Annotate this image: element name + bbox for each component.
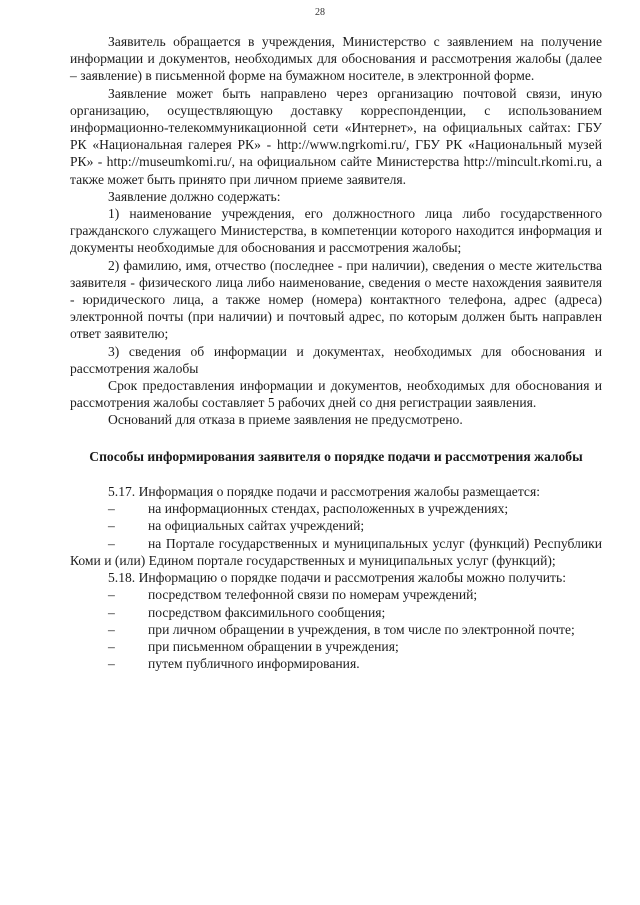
list-item (70, 586, 602, 603)
list-item (70, 535, 602, 569)
paragraph: 1) наименование учреждения, его должностного лица либо государственного гражданского служащего Министерства, в компетенции которого находится информация и документы необходимые для обоснования и рассмотрения жалобы; (70, 206, 602, 256)
section-heading: Способы информирования заявителя о порядке подачи и рассмотрения жалобы (89, 448, 583, 464)
dash-marker: – (108, 501, 115, 517)
section-518-intro: 5.18. Информацию о порядке подачи и рассмотрения жалобы можно получить: (108, 570, 566, 586)
dash-marker: – (108, 535, 115, 551)
list-item-text: на Портале государственных и муниципальных услуг (функций) Республики Коми и (или) Едином портале государственных и муниципальных услуг (функций); (70, 535, 602, 568)
list-item-text: посредством телефонной связи по номерам учреждений; (148, 587, 478, 603)
document-body (70, 33, 602, 672)
page-number: 28 (315, 7, 325, 18)
list-item-text: путем публичного информирования. (148, 656, 360, 672)
dash-marker: – (108, 621, 115, 637)
section-517-intro: 5.17. Информация о порядке подачи и рассмотрения жалобы размещается: (108, 484, 540, 500)
list-item (70, 655, 602, 672)
paragraph: Оснований для отказа в приеме заявления не предусмотрено. (108, 412, 463, 428)
list-item-text: при письменном обращении в учреждения; (148, 638, 399, 654)
paragraph: 2) фамилию, имя, отчество (последнее - при наличии), сведения о месте жительства заявителя - физического лица либо наименование, сведения о месте нахождения заявителя - юридического лица, а также номер (номера) контактного телефона, адрес (адреса) электронной почты (при наличии) и почтовый адрес, по которым должен быть направлен ответ заявителю; (70, 257, 602, 342)
list-item-text: посредством факсимильного сообщения; (148, 604, 386, 620)
list-item (70, 604, 602, 621)
dash-marker: – (108, 518, 115, 534)
paragraph: Заявление должно содержать: (108, 188, 281, 204)
paragraph: Срок предоставления информации и документов, необходимых для обоснования и рассмотрения жалобы составляет 5 рабочих дней со дня регистрации заявления. (70, 378, 602, 411)
list-item (70, 638, 602, 655)
list-item (70, 517, 602, 534)
dash-marker: – (108, 656, 115, 672)
dash-marker: – (108, 604, 115, 620)
paragraph: Заявитель обращается в учреждения, Министерство с заявлением на получение информации и документов, необходимых для обоснования и рассмотрения жалобы (далее – заявление) в письменной форме на бумажном носителе, в электронной форме. (70, 34, 602, 84)
list-item (70, 621, 602, 638)
dash-marker: – (108, 587, 115, 603)
list-item-text: при личном обращении в учреждения, в том числе по электронной почте; (148, 621, 575, 637)
paragraph: Заявление может быть направлено через организацию почтовой связи, иную организацию, осуществляющую доставку корреспонденции, с использованием информационно-телекоммуникационной сети «Интернет», на официальных сайтах: ГБУ РК «Национальная галерея РК» - http://www.ngrkomi.ru/, ГБУ РК «Национальный музей РК» - http://museumkomi.ru/, на официальном сайте Министерства http://mincult.rkomi.ru, а также может быть принято при личном приеме заявителя. (70, 85, 602, 187)
list-item-text: на информационных стендах, расположенных в учреждениях; (148, 501, 509, 517)
list-item (70, 500, 602, 517)
list-item-text: на официальных сайтах учреждений; (148, 518, 365, 534)
paragraph: 3) сведения об информации и документах, необходимых для обоснования и рассмотрения жалобы (70, 343, 602, 376)
dash-marker: – (108, 638, 115, 654)
